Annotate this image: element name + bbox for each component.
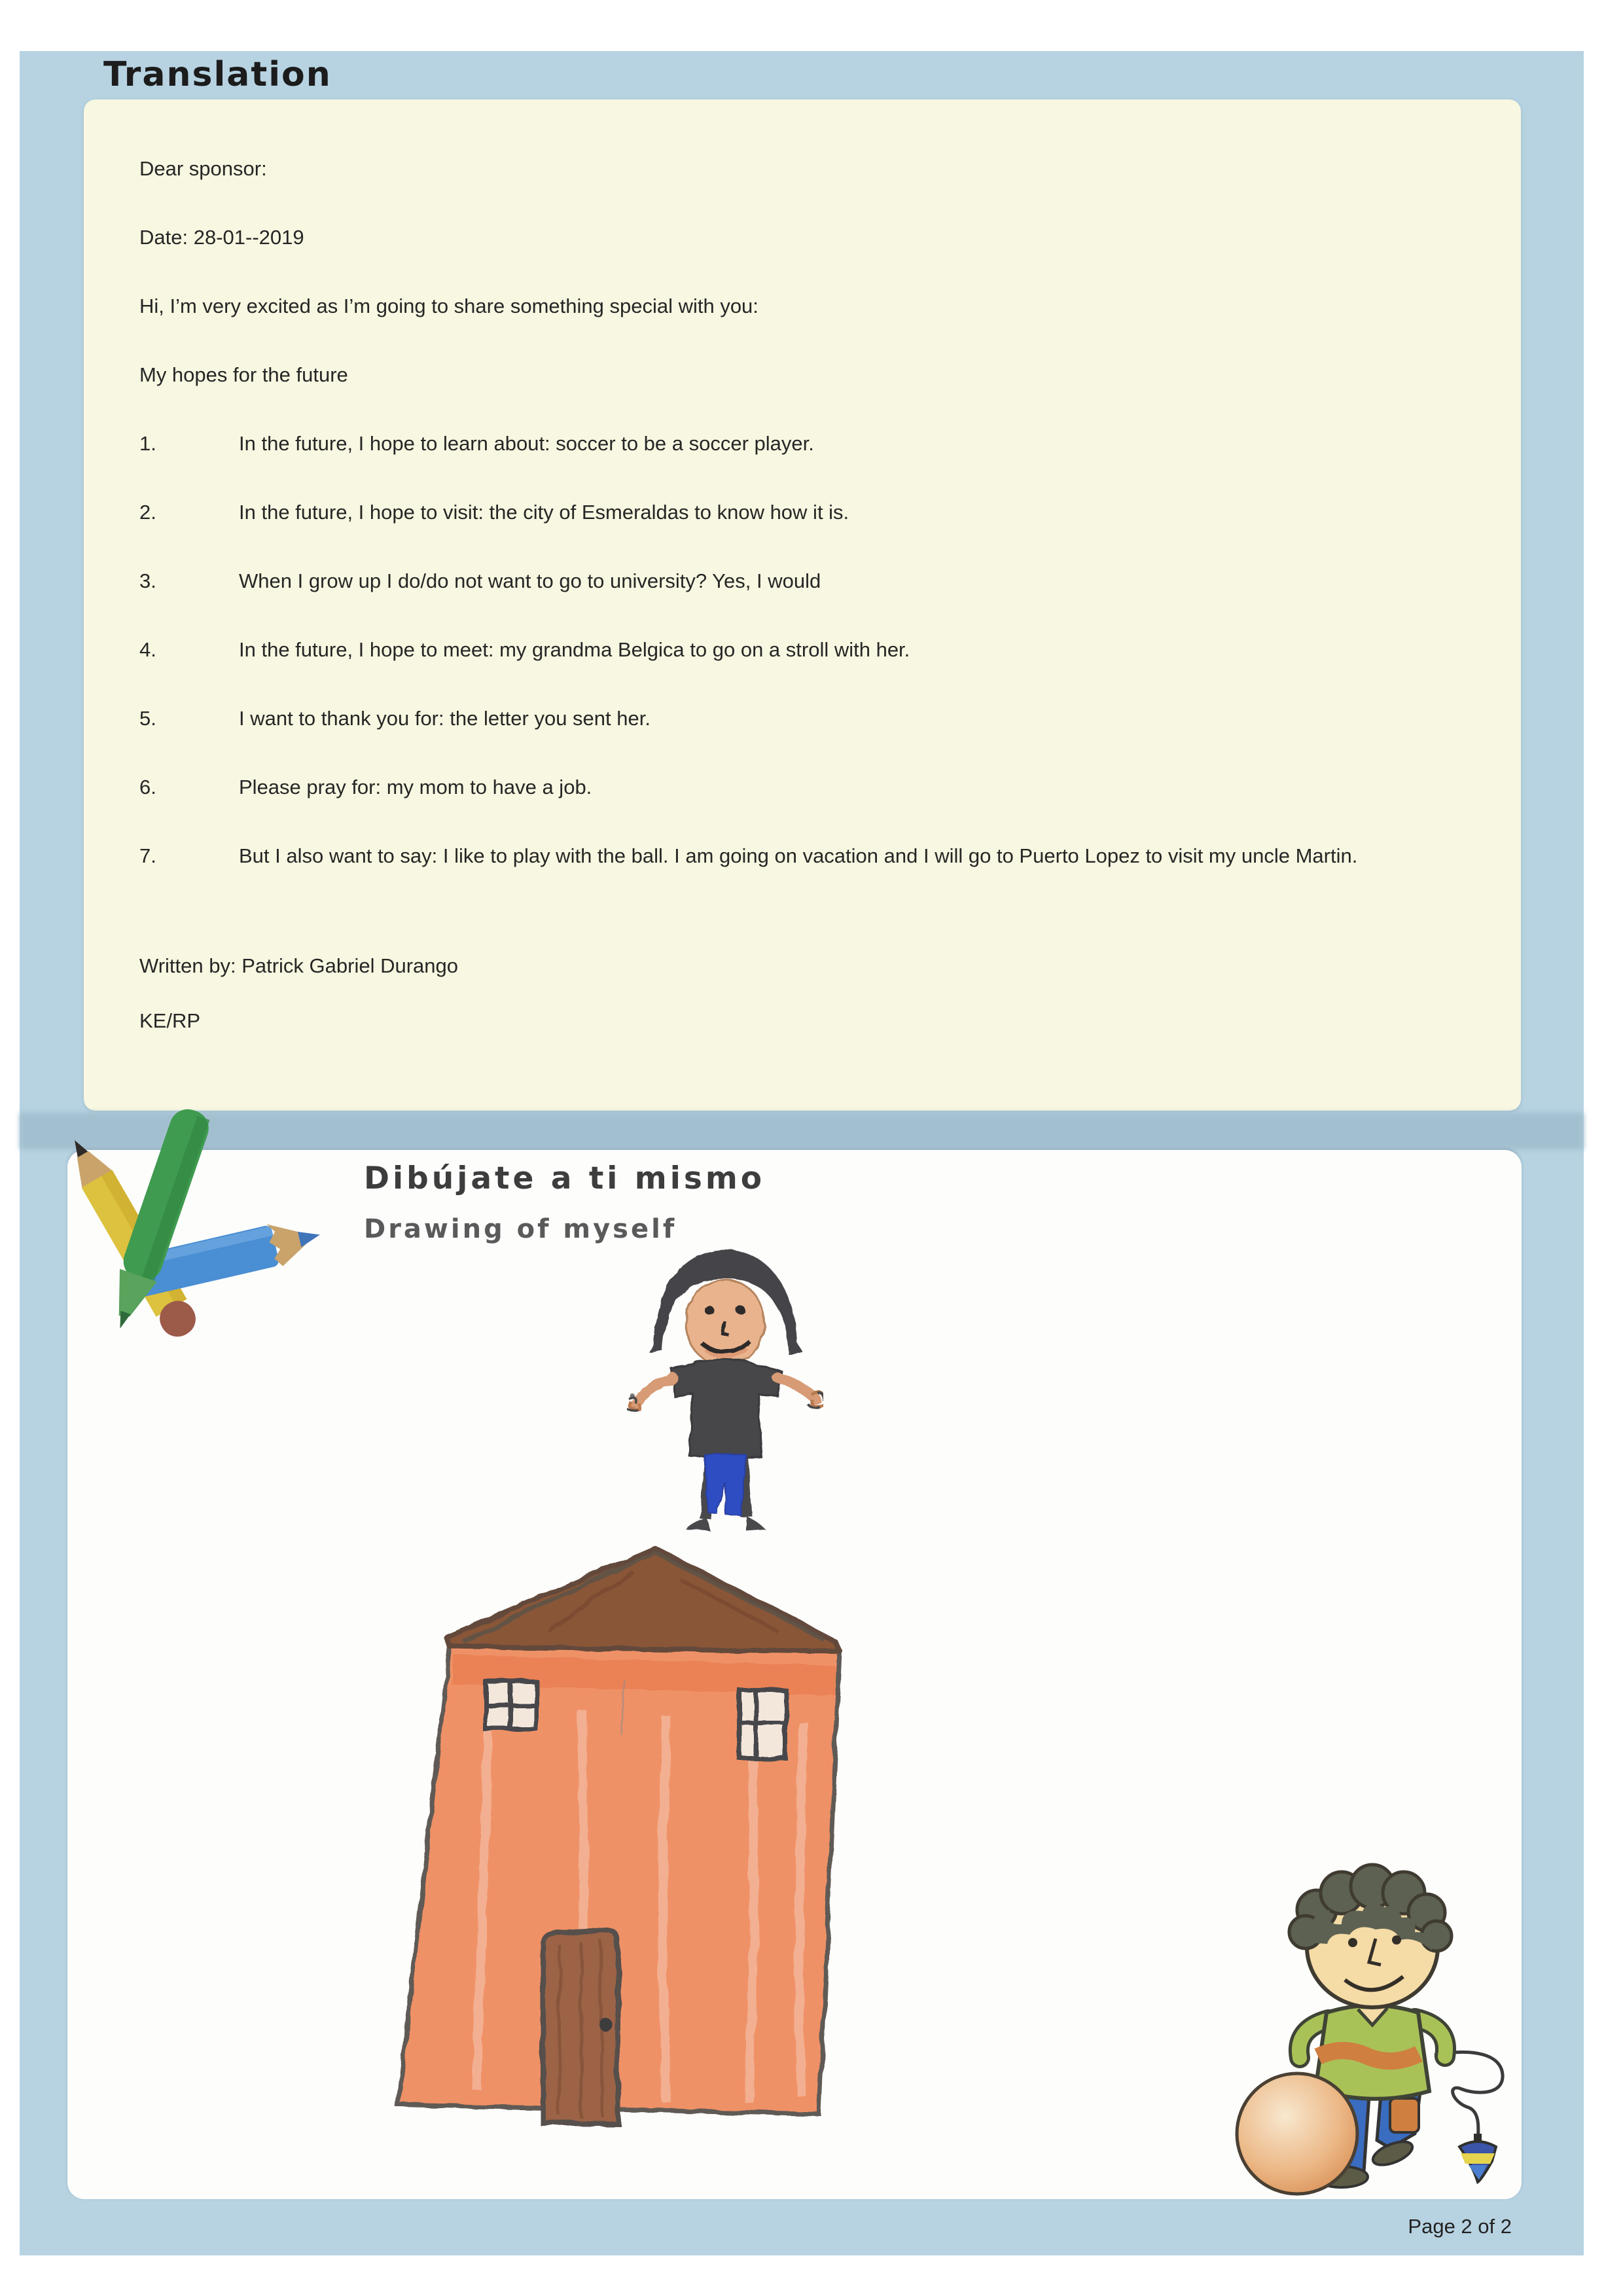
list-item [139,770,1465,805]
list-item [139,564,1465,599]
cartoon-boy-icon [1219,1859,1520,2199]
translation-header: Translation [103,55,332,94]
letter-paper [84,99,1521,1111]
drawing-title-english: Drawing of myself [364,1214,677,1244]
house-roof [446,1549,840,1651]
door-knob [599,2018,613,2032]
house-door [543,1931,618,2123]
item-number: 7. [139,844,156,867]
person-pants [704,1454,746,1515]
page-number: Page 2 of 2 [1408,2215,1512,2238]
list-item [139,495,1465,530]
hopes-title: My hopes for the future [139,363,348,386]
spinning-top-icon [1459,2134,1496,2182]
intro-line: Hi, I’m very excited as I’m going to share something special with you: [139,295,758,317]
person-shirt [671,1360,781,1458]
list-item [139,839,1465,874]
item-number: 1. [139,432,156,455]
item-number: 6. [139,776,156,798]
list-item [139,633,1465,668]
list-item [139,702,1465,736]
item-number: 2. [139,501,156,524]
item-text: In the future, I hope to visit: the city of Esmeraldas to know how it is. [239,501,849,524]
child-drawing-person [627,1239,823,1534]
sweater-stripe [1318,2051,1419,2061]
drawing-title-spanish: Dibújate a ti mismo [364,1160,766,1196]
list-item [139,427,1465,461]
salutation: Dear sponsor: [139,157,267,180]
item-number: 4. [139,638,156,661]
item-text: In the future, I hope to meet: my grandma Belgica to go on a stroll with her. [239,638,910,661]
house-window-right [740,1690,785,1758]
item-text: When I grow up I do/do not want to go to university? Yes, I would [239,569,821,592]
item-number: 3. [139,569,156,592]
colored-pencils-icon [61,1104,329,1346]
item-text: Please pray for: my mom to have a job. [239,776,592,798]
written-by-line: Written by: Patrick Gabriel Durango [139,954,459,977]
ball-icon [1237,2073,1357,2194]
child-drawing-house [385,1526,869,2128]
initials-line: KE/RP [139,1009,201,1032]
item-text: In the future, I hope to learn about: soccer to be a soccer player. [239,432,814,455]
item-text: I want to thank you for: the letter you sent her. [239,707,651,730]
item-text: But I also want to say: I like to play with the ball. I am going on vacation and I will go to Puerto Lopez to visit my uncle Martin. [239,844,1358,867]
pants-pocket [1390,2098,1419,2132]
house-window-left [486,1681,536,1729]
drawing-panel [67,1150,1522,2199]
item-number: 5. [139,707,156,730]
date-line: Date: 28-01--2019 [139,226,304,249]
